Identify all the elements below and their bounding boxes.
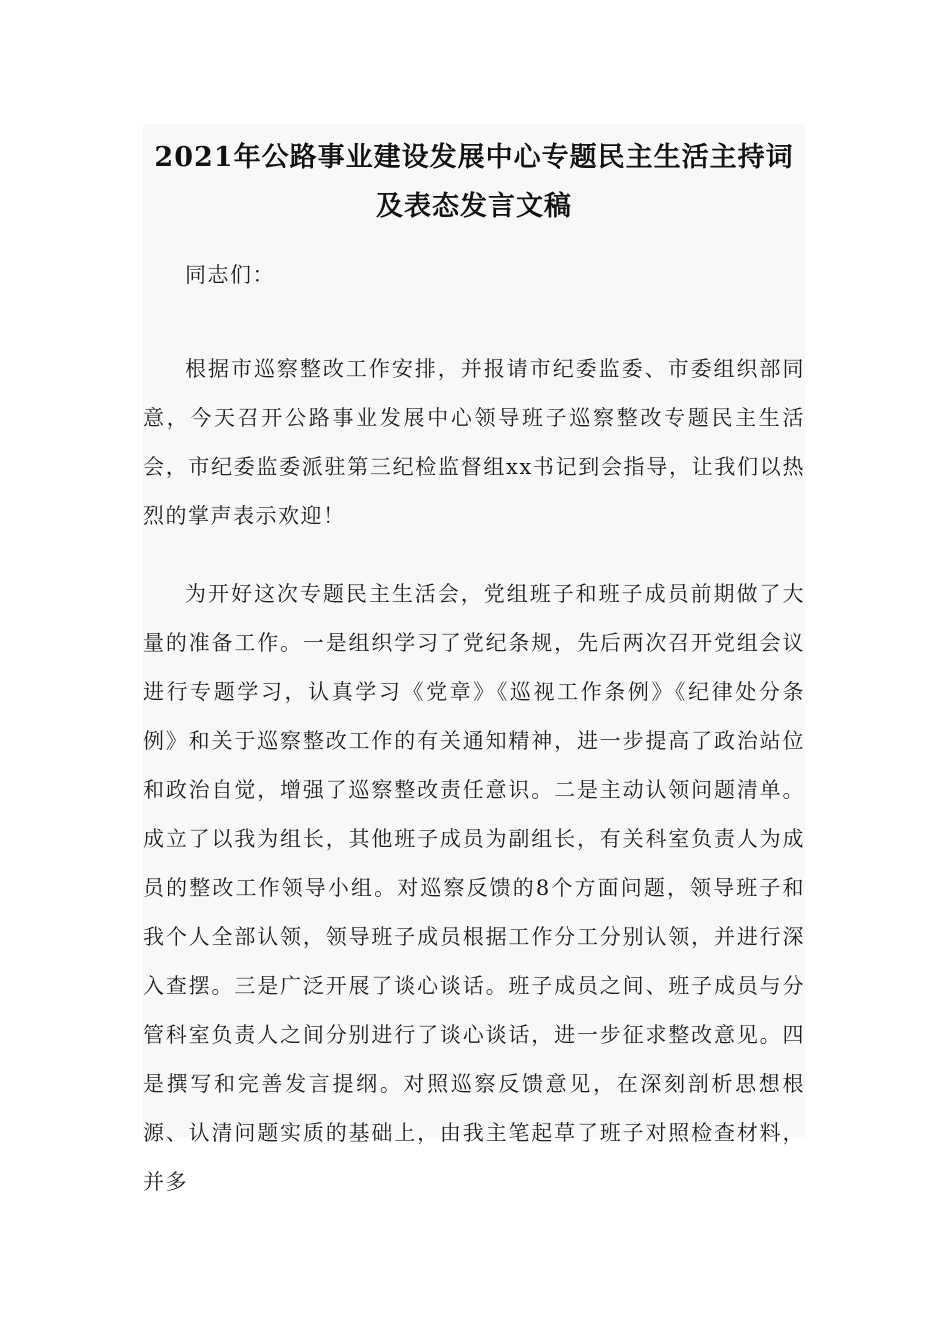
document-title: 2021年公路事业建设发展中心专题民主生活主持词及表态发言文稿	[154, 142, 794, 222]
paragraph-1: 根据市巡察整改工作安排，并报请市纪委监委、市委组织部同意，今天召开公路事业发展中心领导班子巡察整改专题民主生活会，市纪委监委派驻第三纪检监督组xx书记到会指导，让我们以热烈的掌声表示欢迎！	[143, 357, 805, 528]
document-content	[143, 124, 805, 1194]
paragraph-2: 为开好这次专题民主生活会，党组班子和班子成员前期做了大量的准备工作。一是组织学习了党纪条规，先后两次召开党组会议进行专题学习，认真学习《党章》《巡视工作条例》《纪律处分条例》和关于巡察整改工作的有关通知精神，进一步提高了政治站位和政治自觉，增强了巡察整改责任意识。二是主动认领问题清单。成立了以我为组长，其他班子成员为副组长，有关科室负责人为成员的整改工作领导小组。对巡察反馈的8个方面问题，领导班子和我个人全部认领，领导班子成员根据工作分工分别认领，并进行深入查摆。三是广泛开展了谈心谈话。班子成员之间、班子成员与分管科室负责人之间分别进行了谈心谈话，进一步征求整改意见。四是撰写和完善发言提纲。对照巡察反馈意见，在深刻剖析思想根源、认清问题实质的基础上，由我主笔起草了班子对照检查材料，并多	[143, 582, 805, 1194]
salutation: 同志们：	[185, 263, 275, 287]
